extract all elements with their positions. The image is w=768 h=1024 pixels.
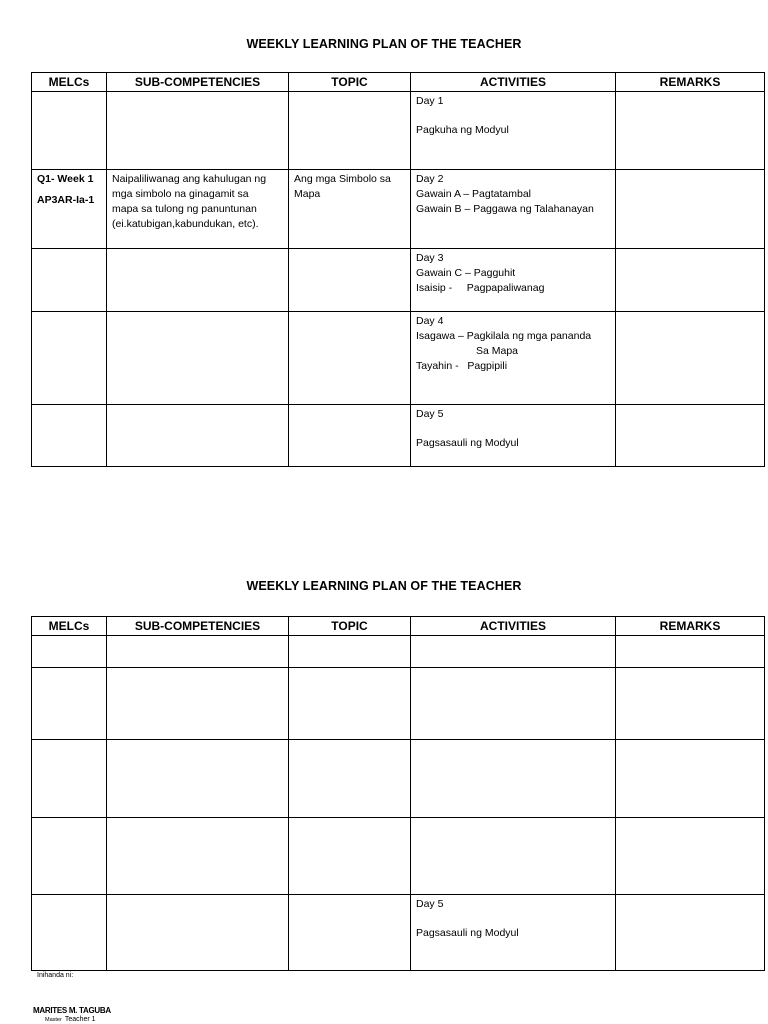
remarks-cell bbox=[616, 170, 765, 249]
header-melcs: MELCs bbox=[32, 617, 107, 636]
remarks-cell bbox=[616, 312, 765, 405]
activities-cell bbox=[411, 170, 616, 249]
table-row bbox=[32, 668, 765, 740]
prepared-by-label: Inihanda ni: bbox=[37, 972, 74, 979]
day-label: Day 1 bbox=[416, 95, 444, 107]
header-melcs: MELCs bbox=[32, 73, 107, 92]
table-row bbox=[32, 249, 765, 312]
activity-text: Tayahin - Pagpipili bbox=[416, 360, 508, 372]
table-row bbox=[32, 818, 765, 895]
table-header-row bbox=[32, 617, 765, 636]
activity-text: Gawain C – Pagguhit bbox=[416, 267, 516, 279]
header-activities: ACTIVITIES bbox=[411, 617, 616, 636]
remarks-cell bbox=[616, 740, 765, 818]
topic-cell bbox=[289, 170, 411, 249]
activity-text: Sa Mapa bbox=[476, 345, 519, 357]
day-label: Day 4 bbox=[416, 315, 444, 327]
activity-text: Isaisip - Pagpapaliwanag bbox=[416, 282, 545, 294]
topic-cell bbox=[289, 636, 411, 668]
topic-cell bbox=[289, 818, 411, 895]
position-prefix: Master bbox=[45, 1017, 62, 1023]
table-row bbox=[32, 636, 765, 668]
melc-cell bbox=[32, 249, 107, 312]
sub-competency-cell bbox=[107, 740, 289, 818]
remarks-cell bbox=[616, 895, 765, 971]
topic-text: Ang mga Simbolo sa bbox=[294, 173, 391, 185]
sub-competency-text: Naipaliliwanag ang kahulugan ng bbox=[112, 173, 267, 185]
plan-2-table bbox=[31, 616, 765, 971]
melc-cell bbox=[32, 668, 107, 740]
melc-cell bbox=[32, 636, 107, 668]
table-header-row bbox=[32, 73, 765, 92]
melc-cell bbox=[32, 740, 107, 818]
remarks-cell bbox=[616, 636, 765, 668]
header-topic: TOPIC bbox=[289, 73, 411, 92]
activity-text: Gawain A – Pagtatambal bbox=[416, 188, 531, 200]
table-row bbox=[32, 895, 765, 971]
activities-cell bbox=[411, 636, 616, 668]
sub-competency-cell bbox=[107, 249, 289, 312]
day-label: Day 2 bbox=[416, 173, 444, 185]
activity-text: Gawain B – Paggawa ng Talahanayan bbox=[416, 203, 594, 215]
activities-cell bbox=[411, 740, 616, 818]
sub-competency-cell bbox=[107, 818, 289, 895]
table-row bbox=[32, 92, 765, 170]
activities-cell bbox=[411, 312, 616, 405]
header-remarks: REMARKS bbox=[616, 73, 765, 92]
header-activities: ACTIVITIES bbox=[411, 73, 616, 92]
sub-competency-cell bbox=[107, 312, 289, 405]
topic-cell bbox=[289, 312, 411, 405]
topic-cell bbox=[289, 92, 411, 170]
signatory-position bbox=[45, 1016, 96, 1023]
sub-competency-cell bbox=[107, 668, 289, 740]
melc-cell bbox=[32, 895, 107, 971]
table-row bbox=[32, 312, 765, 405]
header-sub-competencies: SUB-COMPETENCIES bbox=[107, 617, 289, 636]
activities-cell bbox=[411, 818, 616, 895]
position-title: Teacher 1 bbox=[64, 1016, 96, 1023]
remarks-cell bbox=[616, 668, 765, 740]
topic-cell bbox=[289, 405, 411, 467]
day-label: Day 3 bbox=[416, 252, 444, 264]
activities-cell bbox=[411, 92, 616, 170]
melc-week: Q1- Week 1 bbox=[37, 173, 94, 185]
activity-text: Pagkuha ng Modyul bbox=[416, 124, 509, 136]
sub-competency-text: mga simbolo na ginagamit sa bbox=[112, 188, 249, 200]
topic-cell bbox=[289, 740, 411, 818]
sub-competency-cell bbox=[107, 92, 289, 170]
header-remarks: REMARKS bbox=[616, 617, 765, 636]
activities-cell bbox=[411, 895, 616, 971]
signatory-name: MARITES M. TAGUBA bbox=[33, 1006, 111, 1015]
day-label: Day 5 bbox=[416, 408, 444, 420]
melc-cell bbox=[32, 170, 107, 249]
sub-competency-cell bbox=[107, 405, 289, 467]
activities-cell bbox=[411, 668, 616, 740]
day-label: Day 5 bbox=[416, 898, 444, 910]
plan-2-title: WEEKLY LEARNING PLAN OF THE TEACHER bbox=[246, 579, 522, 593]
header-sub-competencies: SUB-COMPETENCIES bbox=[107, 73, 289, 92]
table-row bbox=[32, 740, 765, 818]
sub-competency-text: (ei.katubigan,kabundukan, etc). bbox=[112, 218, 259, 230]
sub-competency-text: mapa sa tulong ng panuntunan bbox=[112, 203, 257, 215]
melc-cell bbox=[32, 818, 107, 895]
activity-text: Pagsasauli ng Modyul bbox=[416, 437, 519, 449]
remarks-cell bbox=[616, 92, 765, 170]
topic-cell bbox=[289, 249, 411, 312]
activities-cell bbox=[411, 249, 616, 312]
remarks-cell bbox=[616, 249, 765, 312]
sub-competency-cell bbox=[107, 636, 289, 668]
remarks-cell bbox=[616, 818, 765, 895]
topic-cell bbox=[289, 668, 411, 740]
melc-code: AP3AR-Ia-1 bbox=[37, 194, 95, 206]
table-row bbox=[32, 170, 765, 249]
plan-1-table bbox=[31, 72, 765, 467]
melc-cell bbox=[32, 405, 107, 467]
sub-competency-cell bbox=[107, 170, 289, 249]
plan-1-title: WEEKLY LEARNING PLAN OF THE TEACHER bbox=[246, 37, 522, 51]
activities-cell bbox=[411, 405, 616, 467]
melc-cell bbox=[32, 312, 107, 405]
header-topic: TOPIC bbox=[289, 617, 411, 636]
activity-text: Isagawa – Pagkilala ng mga pananda bbox=[416, 330, 592, 342]
remarks-cell bbox=[616, 405, 765, 467]
topic-cell bbox=[289, 895, 411, 971]
topic-text: Mapa bbox=[294, 188, 321, 200]
table-row bbox=[32, 405, 765, 467]
melc-cell bbox=[32, 92, 107, 170]
sub-competency-cell bbox=[107, 895, 289, 971]
activity-text: Pagsasauli ng Modyul bbox=[416, 927, 519, 939]
